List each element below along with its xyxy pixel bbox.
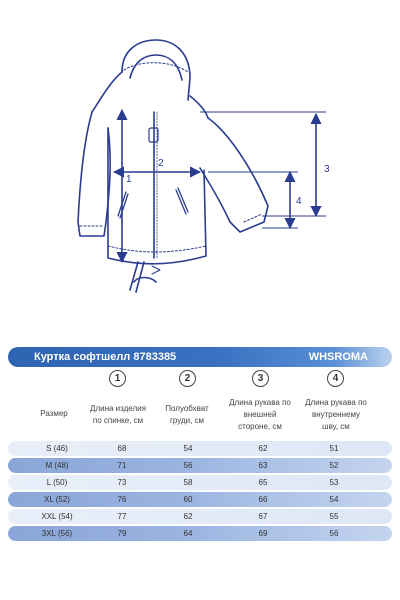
hood-inner: [130, 55, 182, 80]
table-row: XL (52) 76 60 66 54: [8, 492, 392, 507]
right-sleeve: [200, 118, 268, 232]
collar: [92, 72, 122, 112]
right-pocket: [176, 188, 188, 214]
header-sleeve-outer: Длина рукава по внешней стороне, см: [229, 398, 291, 431]
header-half-chest: Полуобхват груди, см: [165, 404, 209, 425]
brand-name: WHSROMA: [308, 351, 368, 363]
table-title-bar: [8, 347, 392, 367]
measure-4-label: 4: [296, 196, 302, 207]
header-sleeve-inner: Длина рукава по внутреннему шву, см: [305, 398, 367, 431]
measure-2-label: 2: [158, 158, 164, 169]
table-row: XXL (54) 77 62 67 55: [8, 509, 392, 524]
column-number-2: 2: [179, 370, 196, 387]
column-number-3: 3: [252, 370, 269, 387]
header-length-back: Длина изделия по спинке, см: [90, 404, 146, 425]
product-title: Куртка софтшелл 8783385: [34, 351, 177, 363]
column-number-1: 1: [109, 370, 126, 387]
table-row: 3XL (56) 79 64 69 56: [8, 526, 392, 541]
left-sleeve: [78, 112, 110, 236]
header-size: Размер: [40, 409, 68, 418]
column-number-4: 4: [327, 370, 344, 387]
left-pocket: [118, 192, 128, 218]
measure-3-label: 3: [324, 164, 330, 175]
table-row: S (46) 68 54 62 51: [8, 441, 392, 456]
table-row: L (50) 73 58 65 53: [8, 475, 392, 490]
measure-1-label: 1: [126, 174, 132, 185]
table-row: M (48) 71 56 63 52: [8, 458, 392, 473]
